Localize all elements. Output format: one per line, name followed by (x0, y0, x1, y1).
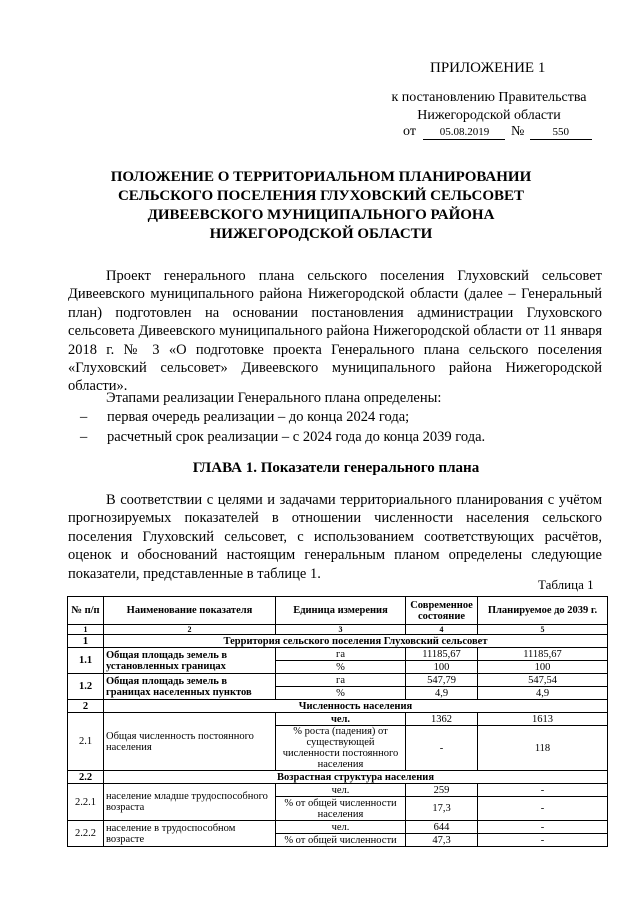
table-row (68, 821, 608, 834)
row-planned: 4,9 (478, 687, 608, 700)
colnum: 1 (68, 625, 104, 635)
table-row (68, 784, 608, 797)
row-name: Общая численность постоянного населения (104, 713, 276, 771)
row-planned: 1613 (478, 713, 608, 726)
row-unit: % от общей численности населения (276, 797, 406, 821)
row-unit: чел. (276, 784, 406, 797)
row-unit: га (276, 648, 406, 661)
decree-number: 550 (530, 125, 592, 140)
table-header-row (68, 597, 608, 625)
section-row (68, 700, 608, 713)
row-num: 2.2.2 (68, 821, 104, 847)
title-line-4: НИЖЕГОРОДСКОЙ ОБЛАСТИ (209, 226, 433, 242)
title-line-1: ПОЛОЖЕНИЕ О ТЕРРИТОРИАЛЬНОМ ПЛАНИРОВАНИИ (110, 169, 532, 185)
decree-line-2: Нижегородской области (417, 108, 561, 123)
column-numbers-row (68, 625, 608, 635)
decree-date-number (403, 124, 592, 140)
row-name: население в трудоспособном возрасте (104, 821, 276, 847)
document-title (60, 168, 582, 244)
section-num: 2.2 (68, 771, 104, 784)
table-row (68, 674, 608, 687)
row-unit: чел. (276, 713, 406, 726)
section-row (68, 771, 608, 784)
row-num: 2.2.1 (68, 784, 104, 821)
stages-intro: Этапами реализации Генерального плана определены: (106, 390, 442, 406)
row-current: - (406, 726, 478, 771)
section-num: 1 (68, 635, 104, 648)
colnum: 4 (406, 625, 478, 635)
row-current: 4,9 (406, 687, 478, 700)
number-prefix: № (510, 124, 525, 139)
intro-paragraph: Проект генерального плана сельского поселения Глуховский сельсовет Дивеевского муниципального района Нижегородской области (далее – Генеральный план) подготовлен на основании постановления администрации Глуховского сельсовета Дивеевского муниципального района Нижегородской области от 11 января 2018 г. № 3 «О подготовке проекта Генерального плана сельского поселения «Глуховский сельсовет» Дивеевского муниципального района Нижегородской области». (68, 268, 602, 395)
row-num: 1.1 (68, 648, 104, 674)
header-planned: Планируемое до 2039 г. (478, 597, 608, 625)
table-row (68, 713, 608, 726)
row-name: население младше трудоспособного возраста (104, 784, 276, 821)
row-name: Общая площадь земель в установленных границах (104, 648, 276, 674)
title-line-3: ДИВЕЕВСКОГО МУНИЦИПАЛЬНОГО РАЙОНА (147, 207, 495, 223)
decree-date: 05.08.2019 (423, 125, 505, 140)
row-planned: - (478, 784, 608, 797)
row-unit: % роста (падения) от существующей численности постоянного населения (276, 726, 406, 771)
row-planned: - (478, 834, 608, 847)
row-unit: % от общей численности (276, 834, 406, 847)
row-num: 1.2 (68, 674, 104, 700)
row-planned: - (478, 797, 608, 821)
row-current: 100 (406, 661, 478, 674)
decree-line-1: к постановлению Правительства (391, 90, 587, 105)
date-prefix: от (403, 124, 416, 139)
row-unit: чел. (276, 821, 406, 834)
chapter-paragraph: В соответствии с целями и задачами территориального планирования с учётом прогнозируемых показателей в отношении численности населения сельского поселения Глуховский сельсовет, с использованием соответствующих расчётов, оценок и обоснований настоящим генеральным планом определены следующие показатели, представленные в таблице 1. (68, 492, 602, 582)
row-planned: 547,54 (478, 674, 608, 687)
bullet-second-stage (80, 428, 485, 446)
table-row (68, 648, 608, 661)
bullet-dash: – (80, 429, 88, 445)
indicators-table (67, 596, 608, 847)
colnum: 2 (104, 625, 276, 635)
row-name: Общая площадь земель в границах населенных пунктов (104, 674, 276, 700)
header-unit: Единица измерения (276, 597, 406, 625)
row-current: 547,79 (406, 674, 478, 687)
bullet-dash: – (80, 409, 88, 425)
row-current: 47,3 (406, 834, 478, 847)
row-unit: % (276, 687, 406, 700)
row-current: 259 (406, 784, 478, 797)
chapter-heading: ГЛАВА 1. Показатели генерального плана (192, 460, 480, 476)
row-current: 17,3 (406, 797, 478, 821)
colnum: 3 (276, 625, 406, 635)
table-caption: Таблица 1 (538, 577, 594, 592)
row-planned: 118 (478, 726, 608, 771)
bullet-first-stage (80, 408, 409, 426)
row-current: 644 (406, 821, 478, 834)
bullet-text: расчетный срок реализации – с 2024 года до конца 2039 года. (107, 429, 486, 445)
colnum: 5 (478, 625, 608, 635)
row-current: 1362 (406, 713, 478, 726)
section-title: Возрастная структура населения (104, 771, 608, 784)
header-current: Современное состояние (406, 597, 478, 625)
row-unit: га (276, 674, 406, 687)
row-unit: % (276, 661, 406, 674)
header-name: Наименование показателя (104, 597, 276, 625)
section-title: Численность населения (104, 700, 608, 713)
section-title: Территория сельского поселения Глуховский сельсовет (104, 635, 608, 648)
row-planned: - (478, 821, 608, 834)
row-planned: 11185,67 (478, 648, 608, 661)
header-num: № п/п (68, 597, 104, 625)
section-row (68, 635, 608, 648)
decree-reference (355, 89, 623, 125)
row-current: 11185,67 (406, 648, 478, 661)
row-planned: 100 (478, 661, 608, 674)
appendix-label: ПРИЛОЖЕНИЕ 1 (430, 60, 546, 76)
row-num: 2.1 (68, 713, 104, 771)
section-num: 2 (68, 700, 104, 713)
title-line-2: СЕЛЬСКОГО ПОСЕЛЕНИЯ ГЛУХОВСКИЙ СЕЛЬСОВЕТ (117, 188, 525, 204)
bullet-text: первая очередь реализации – до конца 2024 года; (107, 409, 410, 425)
